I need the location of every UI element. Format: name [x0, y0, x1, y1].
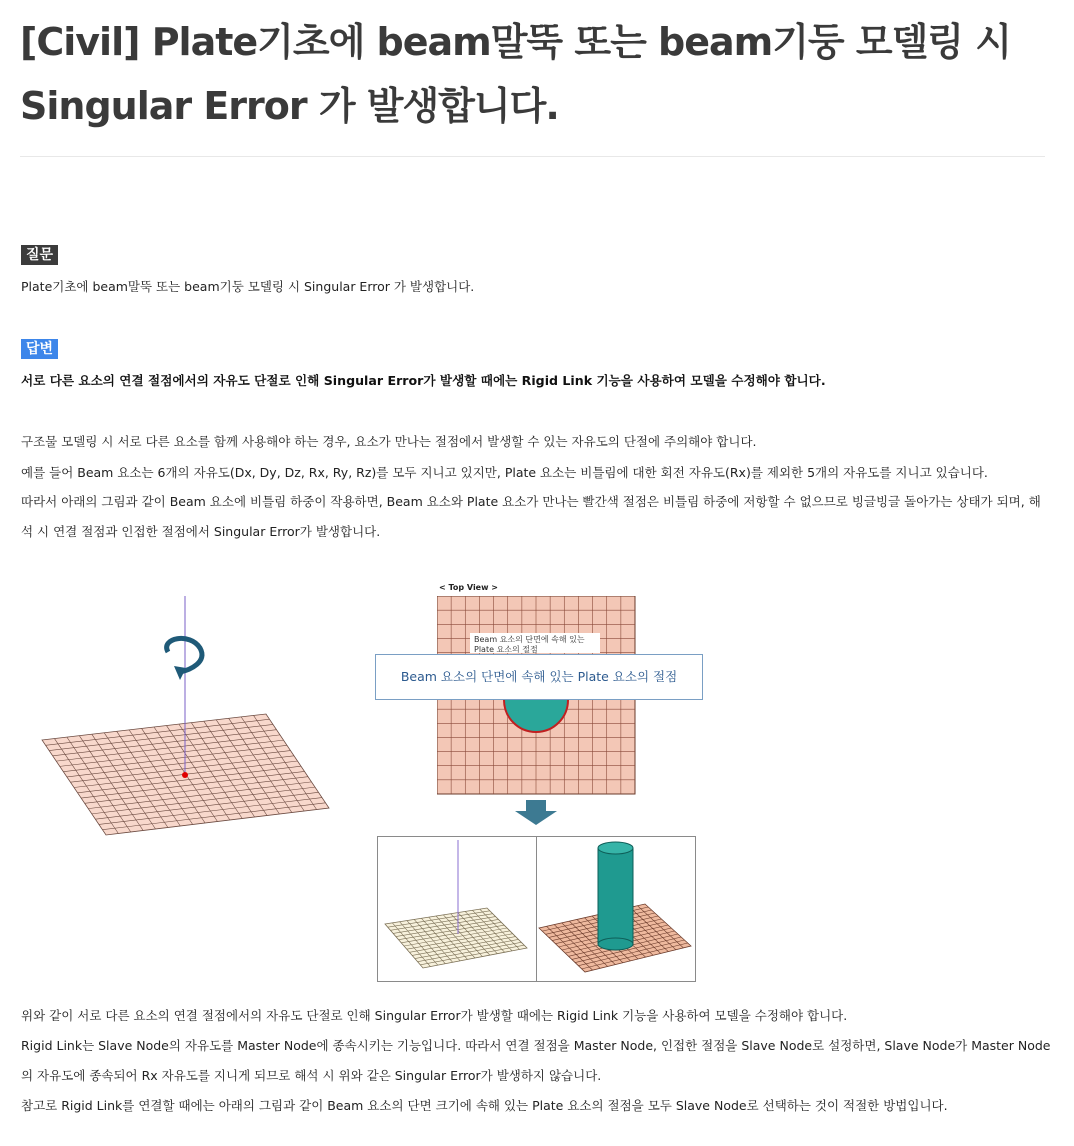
rigid-link-result-figure [377, 836, 696, 982]
title-divider [20, 156, 1045, 157]
page-title-line2: Singular Error 가 발생합니다. [20, 84, 559, 128]
answer-para2-line2: Rigid Link는 Slave Node의 자유도를 Master Node에 종속시키는 기능입니다. 따라서 연결 절점을 Master Node, 인접한 절점을 Slave Node로 설정하면, Slave Node가 Master Node의 자유도에 종속되어 Rx 자유도를 지니게 되므로 해석 시 위와 같은 Singular Error가 발생하지 않습니다. [21, 1038, 1051, 1083]
page-title [20, 10, 1050, 138]
top-view-label: < Top View > [439, 583, 498, 592]
answer-para2-line1: 위와 같이 서로 다른 요소의 연결 절점에서의 자유도 단절로 인해 Singular Error가 발생할 때에는 Rigid Link 기능을 사용하여 모델을 수정해야 합니다. [21, 1008, 848, 1023]
plate-beam-torsion-figure [40, 590, 340, 840]
answer-summary: 서로 다른 요소의 연결 절점에서의 자유도 단절로 인해 Singular Error가 발생할 때에는 Rigid Link 기능을 사용하여 모델을 수정해야 합니다. [21, 373, 826, 388]
torsion-arrow-icon [167, 638, 202, 672]
answer-para1-line3: 따라서 아래의 그림과 같이 Beam 요소에 비틀림 하중이 작용하면, Beam 요소와 Plate 요소가 만나는 빨간색 절점은 비틀림 하중에 저항할 수 없으므로 빙글빙글 돌아가는 상태가 되며, 해석 시 연결 절점과 인접한 절점에서 Singular Error가 발생합니다. [21, 494, 1041, 539]
page-title-line1: [Civil] Plate기초에 beam말뚝 또는 beam기둥 모델링 시 [20, 20, 1011, 64]
callout-box: Beam 요소의 단면에 속해 있는 Plate 요소의 절점 [375, 654, 703, 700]
answer-para1-line2: 예를 들어 Beam 요소는 6개의 자유도(Dx, Dy, Dz, Rx, Ry, Rz)를 모두 지니고 있지만, Plate 요소는 비틀림에 대한 회전 자유도(Rx)를 제외한 5개의 자유도를 지니고 있습니다. [21, 465, 988, 480]
down-arrow-icon [513, 800, 559, 826]
connection-node-red [182, 772, 188, 778]
answer-tag: 답변 [21, 339, 58, 359]
question-text: Plate기초에 beam말뚝 또는 beam기둥 모델링 시 Singular Error 가 발생합니다. [21, 279, 475, 294]
answer-para2-line3: 참고로 Rigid Link를 연결할 때에는 아래의 그림과 같이 Beam 요소의 단면 크기에 속해 있는 Plate 요소의 절점을 모두 Slave Node로 선택하는 것이 적절한 방법입니다. [21, 1098, 948, 1113]
small-note-label: Beam 요소의 단면에 속해 있는 Plate 요소의 절점 [470, 633, 600, 653]
answer-para1-line1: 구조물 모델링 시 서로 다른 요소를 함께 사용해야 하는 경우, 요소가 만나는 절점에서 발생할 수 있는 자유도의 단절에 주의해야 합니다. [21, 434, 757, 449]
question-tag: 질문 [21, 245, 58, 265]
